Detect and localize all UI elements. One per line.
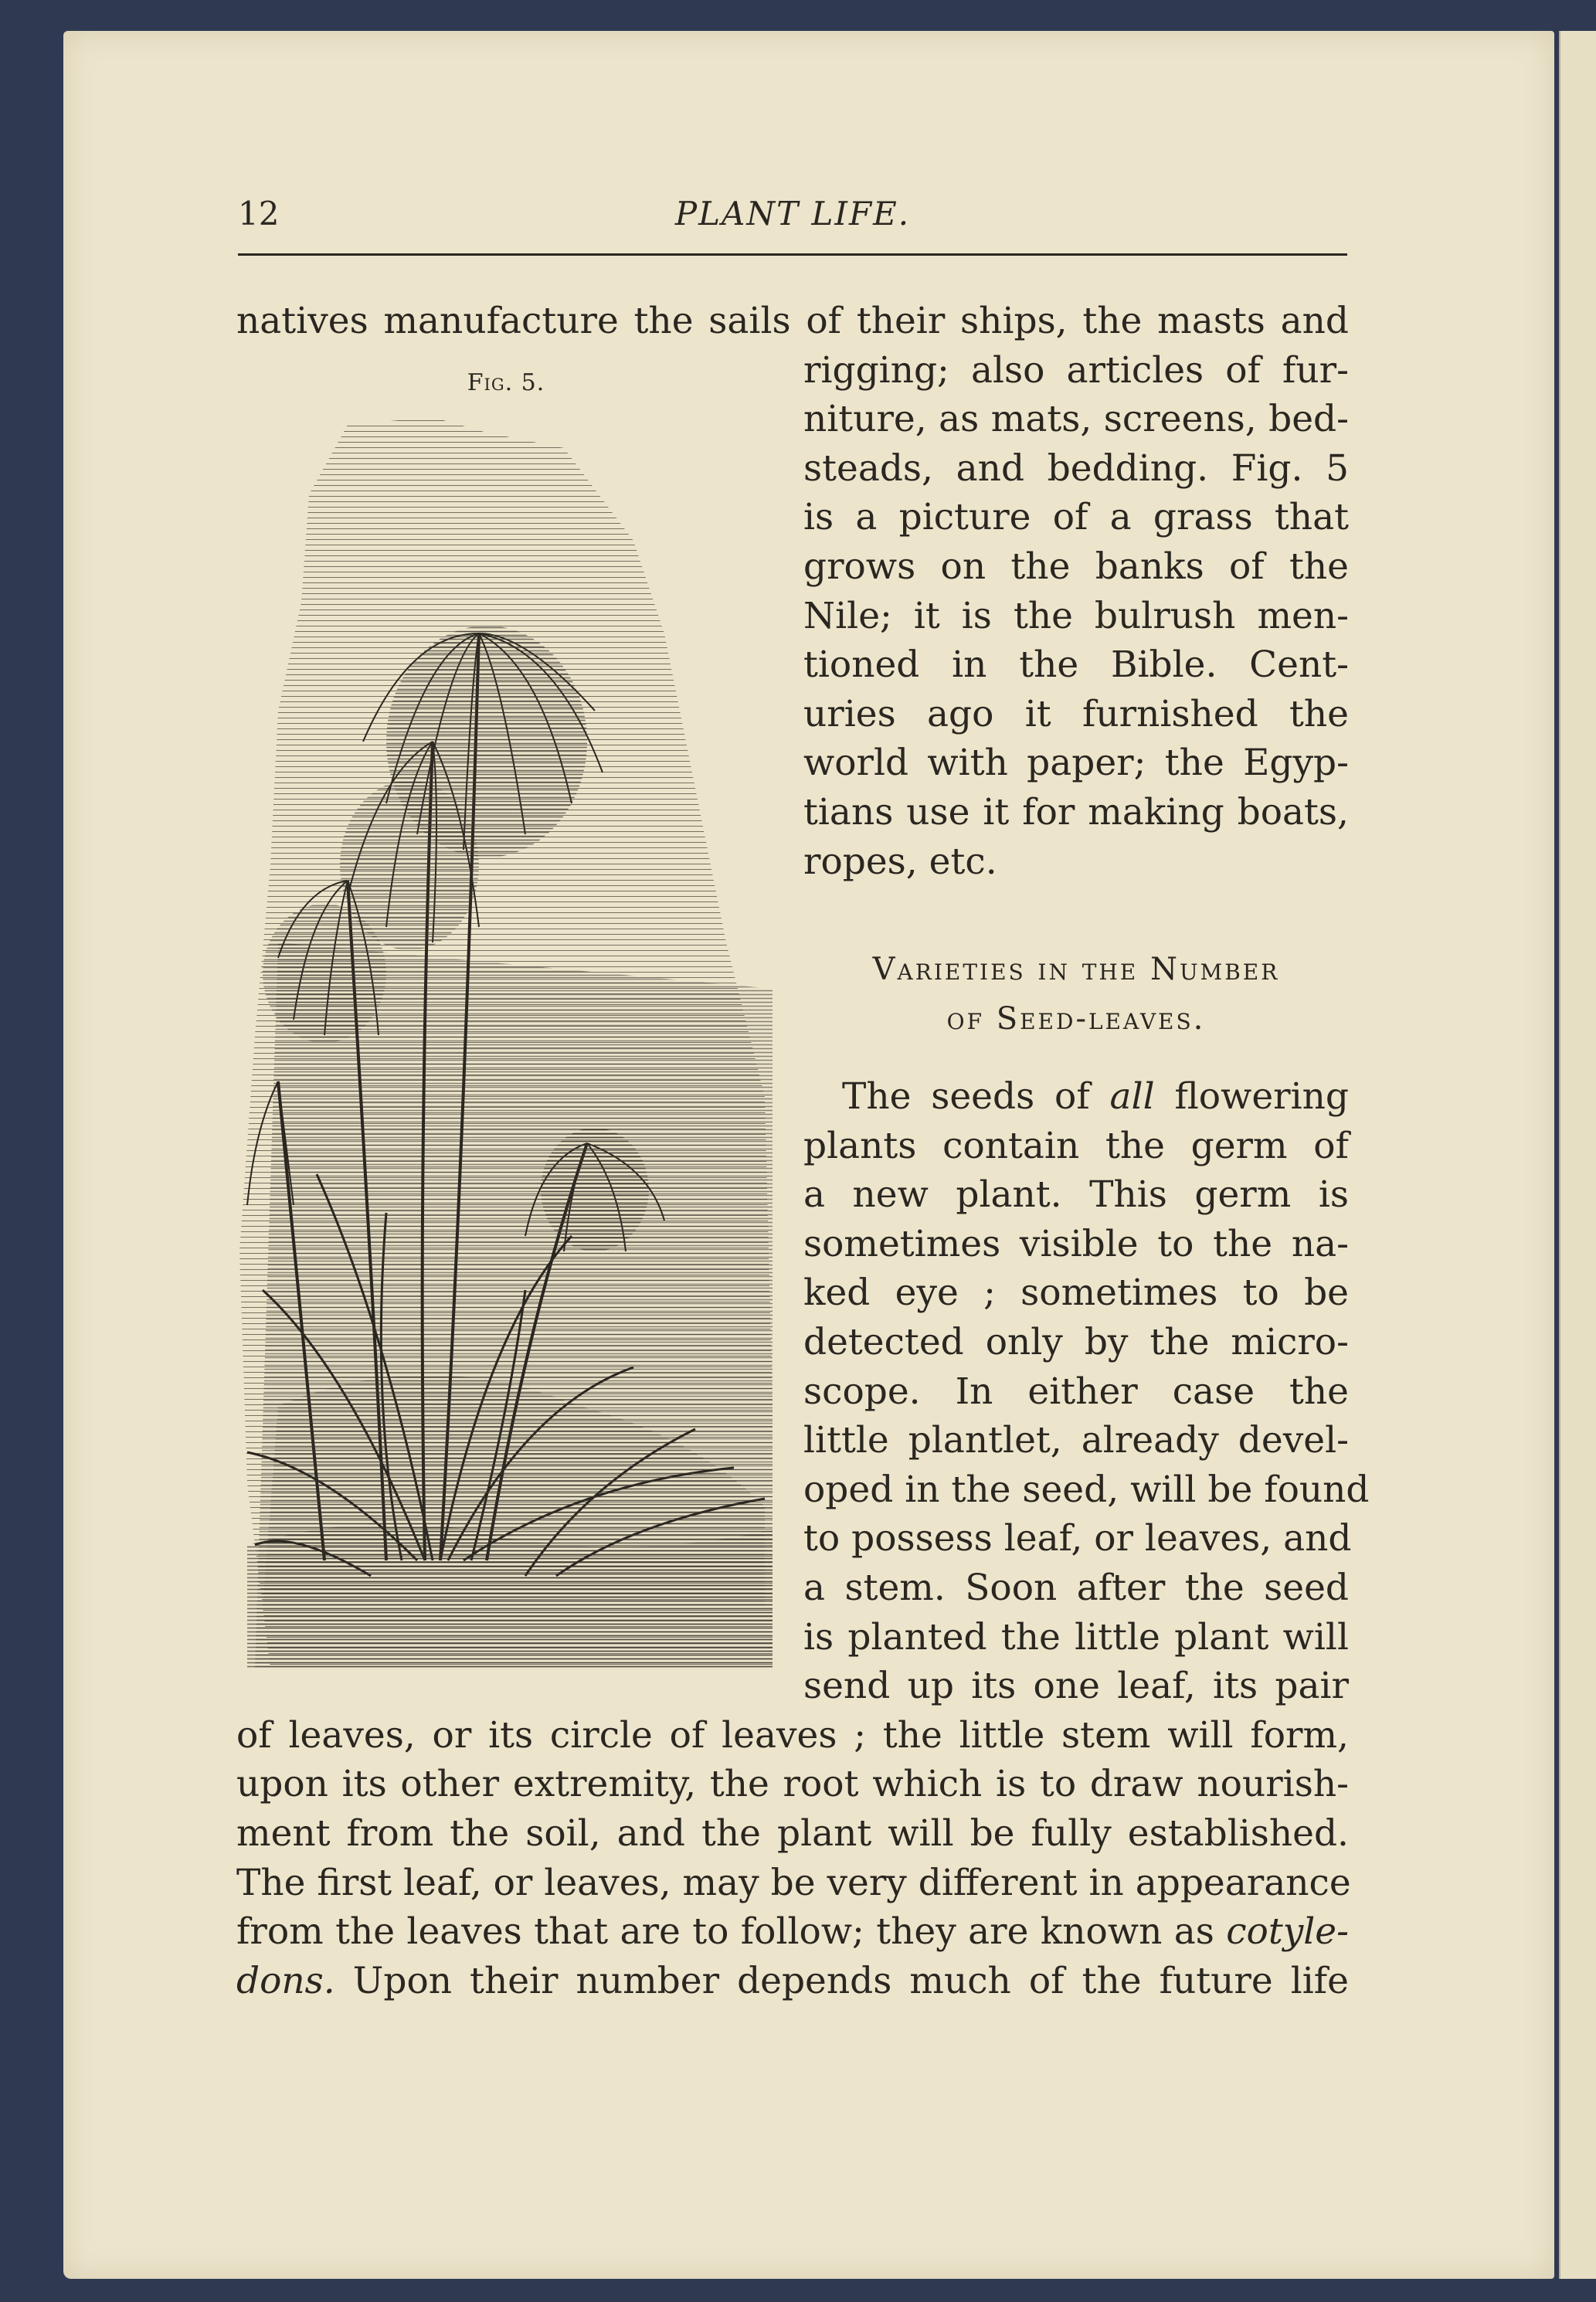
text-line: scope. In either case the (803, 1370, 1349, 1413)
text-line: little plantlet, already devel- (803, 1419, 1349, 1462)
section-heading-line-1: Varieties in the Number (872, 952, 1280, 987)
paragraph-1-first-line (236, 297, 1349, 346)
text-line: is a picture of a grass that (803, 496, 1349, 539)
running-head (238, 192, 1347, 256)
text-line: oped in the seed, will be found (803, 1468, 1370, 1511)
adjacent-page-edge (1559, 31, 1596, 2279)
section-heading-line-2: of Seed-leaves. (946, 1001, 1206, 1037)
text-line: ropes, etc. (803, 840, 997, 883)
text-line: ment from the soil, and the plant will be fully established. (236, 1811, 1349, 1855)
text-line: The first leaf, or leaves, may be very different in appearance (236, 1861, 1351, 1904)
text-line: detected only by the micro- (803, 1320, 1349, 1363)
text-line: is planted the little plant will (803, 1615, 1349, 1659)
text-line: world with paper; the Egyp- (803, 742, 1349, 785)
text-line: The seeds of all flowering (842, 1075, 1349, 1118)
text-line: ked eye ; sometimes to be (803, 1272, 1349, 1315)
text-line: steads, and bedding. Fig. 5 (803, 446, 1349, 490)
text-line: tians use it for making boats, (803, 790, 1349, 834)
paragraph-1-beside-figure (803, 346, 1349, 887)
italic-term: cotyle- (1226, 1910, 1349, 1954)
section-paragraph-full-width (236, 1711, 1349, 2006)
text-line: Nile; it is the bulrush men- (803, 594, 1349, 637)
italic-term: dons. (236, 1959, 335, 2002)
text-line: niture, as mats, screens, bed- (803, 398, 1349, 441)
text-line: from the leaves that are to follow; they are known as cotyle- (236, 1910, 1349, 1954)
text-line: grows on the banks of the (803, 545, 1349, 588)
text-line: rigging; also articles of fur- (803, 348, 1349, 392)
italic-emphasis: all (1109, 1075, 1155, 1118)
running-title: PLANT LIFE. (674, 195, 911, 233)
text-line: tioned in the Bible. Cent- (803, 643, 1349, 687)
text-line: dons. Upon their number depends much of the future life (236, 1959, 1349, 2002)
section-paragraph-beside-figure (803, 1072, 1370, 1711)
text-line: plants contain the germ of (803, 1124, 1349, 1167)
page-number: 12 (238, 195, 280, 233)
text-line: to possess leaf, or leaves, and (803, 1517, 1352, 1560)
bulrush-engraving-illustration (232, 402, 777, 1676)
text-line: natives manufacture the sails of their ships, the masts and (236, 300, 1349, 342)
text-line: a new plant. This germ is (803, 1173, 1349, 1217)
text-line: of leaves, or its circle of leaves ; the little stem will form, (236, 1713, 1349, 1757)
text-line: upon its other extremity, the root which is to draw nourish- (236, 1763, 1349, 1806)
text-line: send up its one leaf, its pair (803, 1665, 1349, 1708)
figure-caption: Fig. 5. (467, 369, 545, 396)
text-line: uries ago it furnished the (803, 692, 1349, 735)
text-line: a stem. Soon after the seed (803, 1566, 1349, 1609)
text-line: sometimes visible to the na- (803, 1222, 1349, 1265)
